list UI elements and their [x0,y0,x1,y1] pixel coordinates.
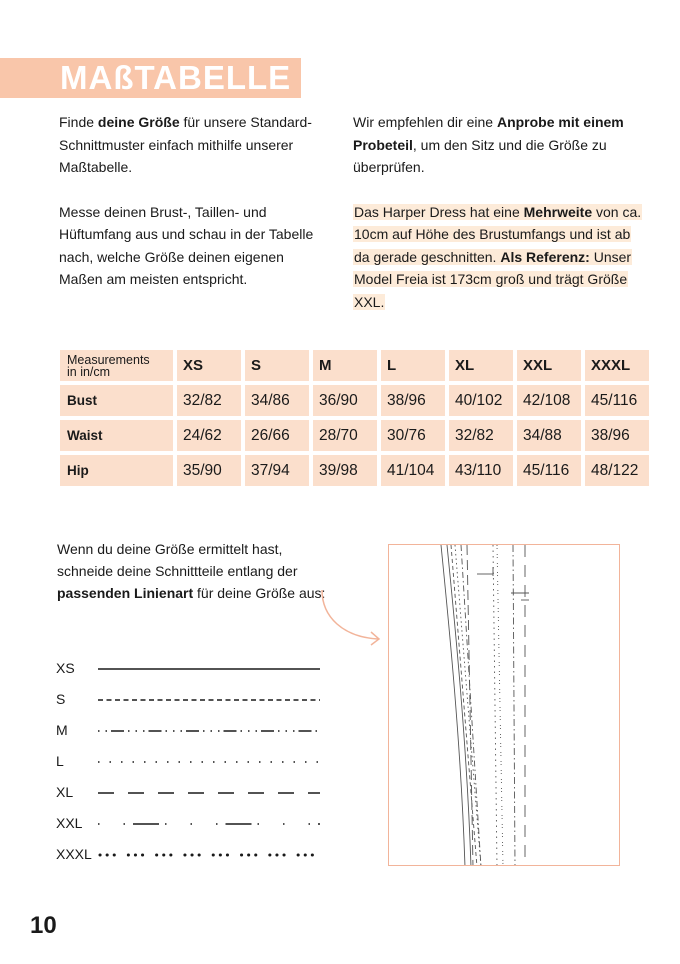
legend-item-xl: XL [56,777,336,808]
table-cell: 37/94 [245,455,309,486]
table-cell: 24/62 [177,420,241,451]
size-header-s: S [245,350,309,381]
intro-left [59,111,329,291]
legend-item-xxxl: XXXL [56,839,336,870]
table-cell: 45/116 [585,385,649,416]
table-row-waist [60,420,649,451]
size-header-xl: XL [449,350,513,381]
table-cell: 48/122 [585,455,649,486]
table-cell: 32/82 [177,385,241,416]
size-header-xs: XS [177,350,241,381]
page-title: MAßTABELLE [60,59,292,96]
dotted-line-icon [96,761,322,763]
table-cell: 45/116 [517,455,581,486]
cutting-instructions: Wenn du deine Größe ermittelt hast, schneide deine Schnittteile entlang der passenden Linienart für deine Größe aus: [57,541,326,601]
table-cell: 32/82 [449,420,513,451]
legend-item-s: S [56,684,336,715]
intro-right-paragraph-2: Das Harper Dress hat eine Mehrweite von ca. 10cm auf Höhe des Brustumfangs und ist ab da gerade geschnitten. Als Referenz: Unser Model Freia ist 173cm groß und trägt Größe XXL. [354,203,642,310]
size-header-xxl: XXL [517,350,581,381]
legend-item-l: L [56,746,336,777]
row-label: Hip [60,455,173,486]
intro-right-paragraph-1: Wir empfehlen dir eine Anprobe mit einem Probeteil, um den Sitz und die Größe zu überprüfen. [353,114,624,175]
curved-arrow-icon [318,587,383,647]
table-cell: 41/104 [381,455,445,486]
long-dash-line-icon [96,792,322,794]
intro-left-paragraph-1: Finde deine Größe für unsere Standard-Schnittmuster einfach mithilfe unserer Maßtabelle. [59,114,312,175]
table-cell: 34/88 [517,420,581,451]
size-table [56,346,653,490]
table-cell: 42/108 [517,385,581,416]
pattern-lines-icon [389,545,620,866]
dot-triplet-line-icon [96,853,322,857]
legend-item-m: M [56,715,336,746]
table-cell: 36/90 [313,385,377,416]
size-table-header-row [60,350,649,381]
row-label: Bust [60,385,173,416]
solid-line-icon [96,668,322,670]
size-header-xxxl: XXXL [585,350,649,381]
dashed-line-icon [96,699,322,701]
size-table-corner: Measurements in in/cm [60,350,173,381]
table-cell: 30/76 [381,420,445,451]
table-cell: 35/90 [177,455,241,486]
legend-item-xxl: XXL [56,808,336,839]
table-row-bust [60,385,649,416]
table-cell: 34/86 [245,385,309,416]
table-cell: 39/98 [313,455,377,486]
size-header-l: L [381,350,445,381]
table-cell: 28/70 [313,420,377,451]
table-cell: 38/96 [585,420,649,451]
table-cell: 38/96 [381,385,445,416]
table-cell: 40/102 [449,385,513,416]
pattern-detail-illustration [388,544,620,866]
size-header-m: M [313,350,377,381]
page-number: 10 [30,912,57,939]
row-label: Waist [60,420,173,451]
dash-dot-dot-line-icon [96,730,322,732]
intro-left-paragraph-2: Messe deinen Brust-, Taillen- und Hüftumfang aus und schau in der Tabelle nach, welche Größe deinen eigenen Maßen am meisten entspricht. [59,203,314,287]
dot-dash-long-line-icon [96,823,322,825]
intro-right [353,111,643,313]
table-row-hip [60,455,649,486]
legend-item-xs: XS [56,653,336,684]
table-cell: 43/110 [449,455,513,486]
table-cell: 26/66 [245,420,309,451]
